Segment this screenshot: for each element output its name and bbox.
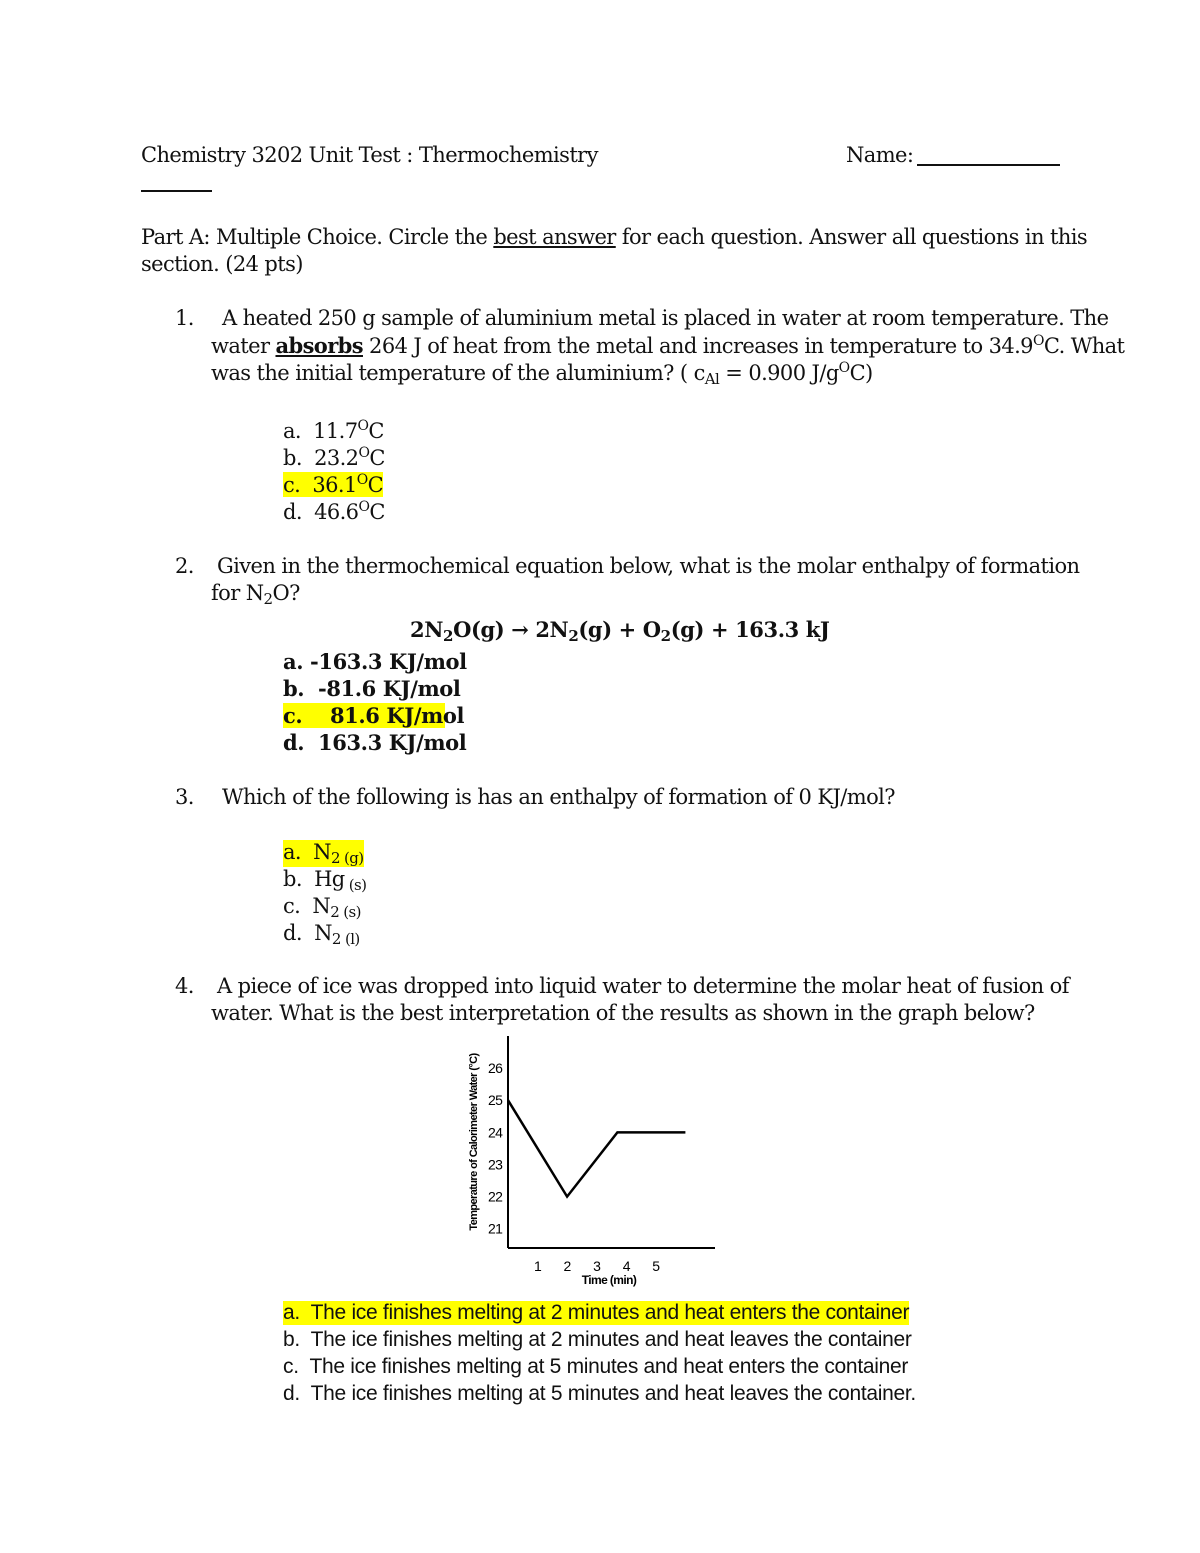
y-tick-label-23: 23 [488, 1156, 503, 1173]
q3-option-c[interactable]: c. $N_{2 (s)}$ [283, 894, 361, 921]
y-axis-label: Temperature of Calorimeter Water (°C) [468, 1053, 480, 1231]
q2-option-b[interactable]: b. -81.6 KJ/mol [283, 676, 461, 701]
name-blank-line[interactable] [917, 164, 1060, 166]
q1-text-line1: A heated 250 g sample of aluminium metal is placed in water at room temperature. The [222, 306, 1109, 330]
thermochemical-equation: $2N_2O(g) \to 2N_2(g) + O_2(g) + 163.3$ kJ [410, 617, 830, 645]
q4-option-a-correct[interactable]: a. The ice finishes melting at 2 minutes and heat enters the container [283, 1301, 910, 1324]
x-tick-label-2: 2 [563, 1258, 571, 1274]
q3-option-a-correct[interactable]: a. $N_{2 (g)}$ [283, 840, 364, 867]
temperature-time-graph [460, 1028, 730, 1290]
q4-option-b[interactable]: b. The ice finishes melting at 2 minutes and heat leaves the container [283, 1328, 912, 1351]
temperature-series-line [508, 1100, 685, 1196]
name-label: Name: [846, 143, 914, 167]
q1-option-c-correct[interactable]: c. $36.1^OC$ [283, 472, 384, 497]
q1-option-a[interactable]: a. $11.7^OC$ [283, 418, 384, 443]
x-tick-label-5: 5 [652, 1258, 660, 1274]
name-blank-line-continued [141, 190, 212, 192]
x-tick-label-4: 4 [622, 1258, 630, 1274]
x-tick-label-1: 1 [533, 1258, 542, 1274]
q2-option-d[interactable]: d. 163.3 KJ/mol [283, 730, 467, 755]
part-a-instructions-line1: Part A: Multiple Choice. Circle the best answer for each question. Answer all questions in this [141, 225, 1088, 249]
y-tick-label-25: 25 [488, 1092, 503, 1109]
q4-text-line2: water. What is the best interpretation of the results as shown in the graph below? [211, 1001, 1035, 1025]
q1-number: 1. [175, 306, 194, 330]
best-answer-underlined: best answer [493, 225, 616, 249]
absorbs-emphasis: absorbs [275, 333, 363, 358]
q4-text-line1: A piece of ice was dropped into liquid water to determine the molar heat of fusion of [217, 974, 1069, 998]
q3-number: 3. [175, 785, 194, 809]
q1-text-line3: was the initial temperature of the aluminium? ( $c_{Al} = 0.900$ $J/g^OC$) [211, 360, 873, 388]
q3-option-d[interactable]: d. $N_{2 (l)}$ [283, 921, 360, 948]
q4-option-d[interactable]: d. The ice finishes melting at 5 minutes and heat leaves the container. [283, 1382, 916, 1405]
q1-option-b[interactable]: b. $23.2^OC$ [283, 445, 385, 470]
q2-text-line1: Given in the thermochemical equation below, what is the molar enthalpy of formation [217, 554, 1080, 578]
q3-text: Which of the following is has an enthalpy of formation of 0 KJ/mol? [222, 785, 895, 809]
test-title: Chemistry 3202 Unit Test : Thermochemistry [141, 143, 598, 167]
part-a-instructions-line2: section. (24 pts) [141, 252, 303, 276]
q4-number: 4. [175, 974, 194, 998]
y-tick-label-21: 21 [488, 1220, 503, 1237]
x-tick-label-3: 3 [593, 1258, 601, 1274]
q3-option-b[interactable]: b. Hg $_{(s)}$ [283, 867, 367, 894]
y-tick-label-24: 24 [488, 1124, 503, 1141]
x-axis-label: Time (min) [581, 1273, 637, 1287]
q2-option-c-correct[interactable]: c. 81.6 KJ/mol [283, 703, 465, 728]
q1-option-d[interactable]: d. $46.6^OC$ [283, 499, 385, 524]
q1-text-line2: water absorbs 264 J of heat from the metal and increases in temperature to $34.9^OC$. What [211, 333, 1125, 358]
y-tick-label-26: 26 [488, 1060, 503, 1077]
q2-number: 2. [175, 554, 194, 578]
q2-text-line2: for $N_2O$? [211, 581, 300, 608]
y-tick-label-22: 22 [488, 1188, 503, 1205]
q2-option-a[interactable]: a. -163.3 KJ/mol [283, 649, 467, 674]
q4-option-c[interactable]: c. The ice finishes melting at 5 minutes and heat enters the container [283, 1355, 909, 1378]
